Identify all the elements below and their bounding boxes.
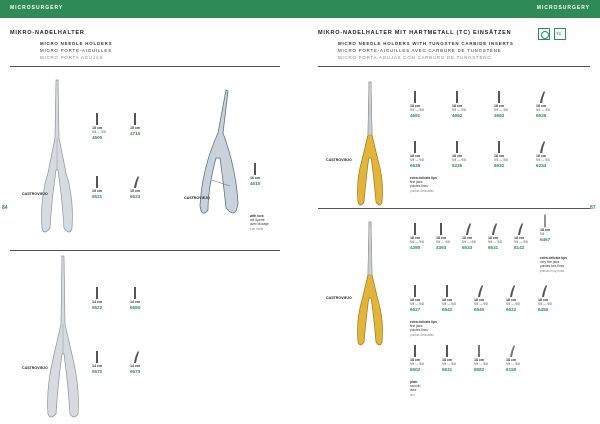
article-code: 6573 <box>130 369 141 374</box>
product-cell: 15 cm 6521 <box>92 175 116 199</box>
divider <box>318 66 590 67</box>
tip-image <box>514 222 524 236</box>
article-code: 6535 <box>410 163 421 168</box>
page-heading: MIKRO-NADELHALTER <box>10 30 85 36</box>
subtitle-block <box>40 40 112 61</box>
tip-image <box>410 90 420 104</box>
product-cell: 18 cm 9/4 — 9/8 6533 <box>462 222 486 250</box>
product-cell: 18 cm 9/4 — 9/8 6234 <box>536 140 560 168</box>
feature-description: extra delicate tips very thin jaws pointes très fines puntas muy finas <box>540 256 567 273</box>
article-code: 4390 <box>410 245 421 250</box>
article-code: 4715 <box>130 131 141 136</box>
tip-image <box>410 284 420 298</box>
needle-holder-image <box>36 78 80 238</box>
tip-image <box>452 140 462 154</box>
tip-image <box>130 112 140 126</box>
divider <box>318 208 590 209</box>
tip-image <box>506 344 516 358</box>
subtitle-fr: MICRO PORTE-AIGUILLES <box>40 48 112 53</box>
article-code: 4510 <box>250 181 261 186</box>
tip-image <box>536 90 546 104</box>
article-code: 6522 <box>92 305 103 310</box>
product-cell: 18 cm 9/4 — 9/8 6150 <box>506 344 530 372</box>
product-cell: 15 cm 4715 <box>130 112 154 136</box>
tc-insert-icon <box>554 28 566 40</box>
needle-holder-image <box>40 254 86 422</box>
model-label: CASTROVIEJO <box>184 196 210 200</box>
product-cell: 18 cm 9/4 — 9/8 6450 <box>538 284 562 312</box>
article-code: 6572 <box>92 369 103 374</box>
subtitle-en: MICRO NEEDLE HOLDERS <box>40 41 113 46</box>
section-title: MICROSURGERY <box>536 5 590 11</box>
feature-description: with lock mit Sperre avec blocage con traba <box>250 214 269 231</box>
product-cell: 18 cm 9/4 — 9/8 6535 <box>410 140 434 168</box>
article-code: 6531 <box>488 245 499 250</box>
top-bar-left <box>0 0 300 18</box>
tip-image <box>494 90 504 104</box>
tip-image <box>442 284 452 298</box>
article-code: 6532 <box>494 163 505 168</box>
product-cell: 16 cm 4510 <box>250 162 274 186</box>
article-code: 4691 <box>410 113 421 118</box>
product-cell: 18 cm 9/4 — 9/8 4691 <box>410 90 434 118</box>
product-cell: 14 cm 6572 <box>92 350 116 374</box>
article-code: 6533 <box>462 245 473 250</box>
section-title: MICROSURGERY <box>10 5 64 11</box>
subtitle-block <box>338 40 514 61</box>
tc-needle-holder-image <box>350 80 390 210</box>
product-cell: 18 cm 9/4 — 9/8 4390 <box>410 222 434 250</box>
tip-image <box>452 90 462 104</box>
tip-image <box>92 112 102 126</box>
product-cell: 18 cm 9/4 — 9/8 6582 <box>474 344 498 372</box>
article-code: 6523 <box>130 194 141 199</box>
article-code: 6150 <box>506 367 517 372</box>
article-code: 6457 <box>540 237 551 242</box>
article-code: 4500 <box>92 135 103 140</box>
article-code: 6542 <box>442 307 453 312</box>
tip-image <box>538 284 548 298</box>
product-cell: 18 cm 9/4 — 9/8 4393 <box>436 222 460 250</box>
product-cell: 18 cm 9/4 — 9/8 6532 <box>494 140 518 168</box>
article-code: 6502 <box>410 367 421 372</box>
product-cell: 18 cm 9/4 — 9/8 4692 <box>452 90 476 118</box>
top-bar-right <box>300 0 600 18</box>
article-code: 6531 <box>442 367 453 372</box>
model-label: CASTROVIEJO <box>326 158 352 162</box>
product-cell: 18 cm 9/4 — 9/8 6531 <box>488 222 512 250</box>
product-cell: 18 cm 9/4 — 9/8 6527 <box>410 284 434 312</box>
product-cell: 14 cm 6573 <box>130 350 154 374</box>
article-code: 6529 <box>536 113 547 118</box>
product-cell: 14 cm 6522 <box>92 286 116 310</box>
article-code: 4693 <box>494 113 505 118</box>
model-label: CASTROVIEJO <box>326 296 352 300</box>
product-cell: 18 cm 9/4 — 9/8 6529 <box>536 90 560 118</box>
divider <box>10 66 280 67</box>
product-cell: 14 cm 6550 <box>130 286 154 310</box>
subtitle-fr: MICRO PORTE-AIGUILLES AVEC CARBURE DE TUNGSTÈNE <box>338 48 502 53</box>
page-heading: MIKRO-NADELHALTER MIT HARTMETALL (TC) EINSÄTZEN <box>318 30 512 36</box>
product-cell: 18 cm 9/4 — 9/8 6542 <box>442 284 466 312</box>
article-code: 6527 <box>410 307 421 312</box>
tip-image <box>410 140 420 154</box>
product-cell: 18 cm 9/4 — 9/8 6142 <box>514 222 538 250</box>
tip-image <box>506 284 516 298</box>
page-number: 87 <box>590 205 596 211</box>
tc-needle-holder-image <box>350 220 390 350</box>
product-cell: 18 cm 9/4 — 9/8 6502 <box>410 344 434 372</box>
feature-description: plain smooth lisse liso <box>410 380 421 397</box>
article-code: 6550 <box>130 305 141 310</box>
feature-description: extra delicate tips fine jaws pointes fines puntas delicadas <box>410 320 437 337</box>
tip-image <box>540 214 550 228</box>
article-code: 4692 <box>452 113 463 118</box>
article-code: 6540 <box>474 307 485 312</box>
tip-image <box>92 350 102 364</box>
product-cell: 18 cm 9/4 — 9/8 6522 <box>506 284 530 312</box>
feature-description: extra delicate tips fine jaws pointes fines puntas delicadas <box>410 176 437 193</box>
tip-image <box>436 222 446 236</box>
article-code: 6142 <box>514 245 525 250</box>
tip-image <box>488 222 498 236</box>
product-cell: 18 cm 9/4 — 9/8 6236 <box>452 140 476 168</box>
product-cell: 18 cm 9/4 — 9/8 4693 <box>494 90 518 118</box>
tip-image <box>474 344 484 358</box>
model-label: CASTROVIEJO <box>22 366 48 370</box>
article-code: 6582 <box>474 367 485 372</box>
product-cell: 18 cm 9/4 — 9/8 6540 <box>474 284 498 312</box>
article-code: 6521 <box>92 194 103 199</box>
product-cell: 15 cm 6523 <box>130 175 154 199</box>
tip-image <box>462 222 472 236</box>
product-cell: 18 cm 9/4 — 9/8 6531 <box>442 344 466 372</box>
article-code: 6236 <box>452 163 463 168</box>
tip-image <box>410 222 420 236</box>
tip-image <box>130 175 140 189</box>
article-code: 6522 <box>506 307 517 312</box>
autoclave-icon <box>538 28 550 40</box>
tip-image <box>130 350 140 364</box>
tip-image <box>130 286 140 300</box>
tip-image <box>442 344 452 358</box>
article-code: 4393 <box>436 245 447 250</box>
article-code: 6234 <box>536 163 547 168</box>
divider <box>10 250 280 251</box>
tip-image <box>410 344 420 358</box>
tip-image <box>536 140 546 154</box>
needle-holder-lock-image <box>196 88 246 238</box>
subtitle-es: MICRO PORTA AGUJAS CON CARBURO DE TUNGSTENO <box>338 55 492 60</box>
product-cell: 18 cm 9/4 6457 <box>540 214 564 242</box>
page-number: 84 <box>2 205 8 211</box>
product-cell: 15 cm 9/4 — 9/8 4500 <box>92 112 116 140</box>
tip-image <box>250 162 260 176</box>
subtitle-en: MICRO NEEDLE HOLDERS WITH TUNGSTEN CARBIDE INSERTS <box>338 41 514 46</box>
tip-image <box>92 175 102 189</box>
subtitle-es: MICRO PORTA AGUJAS <box>40 55 104 60</box>
tip-image <box>494 140 504 154</box>
model-label: CASTROVIEJO <box>22 192 48 196</box>
tip-image <box>92 286 102 300</box>
article-code: 6450 <box>538 307 549 312</box>
tip-image <box>474 284 484 298</box>
